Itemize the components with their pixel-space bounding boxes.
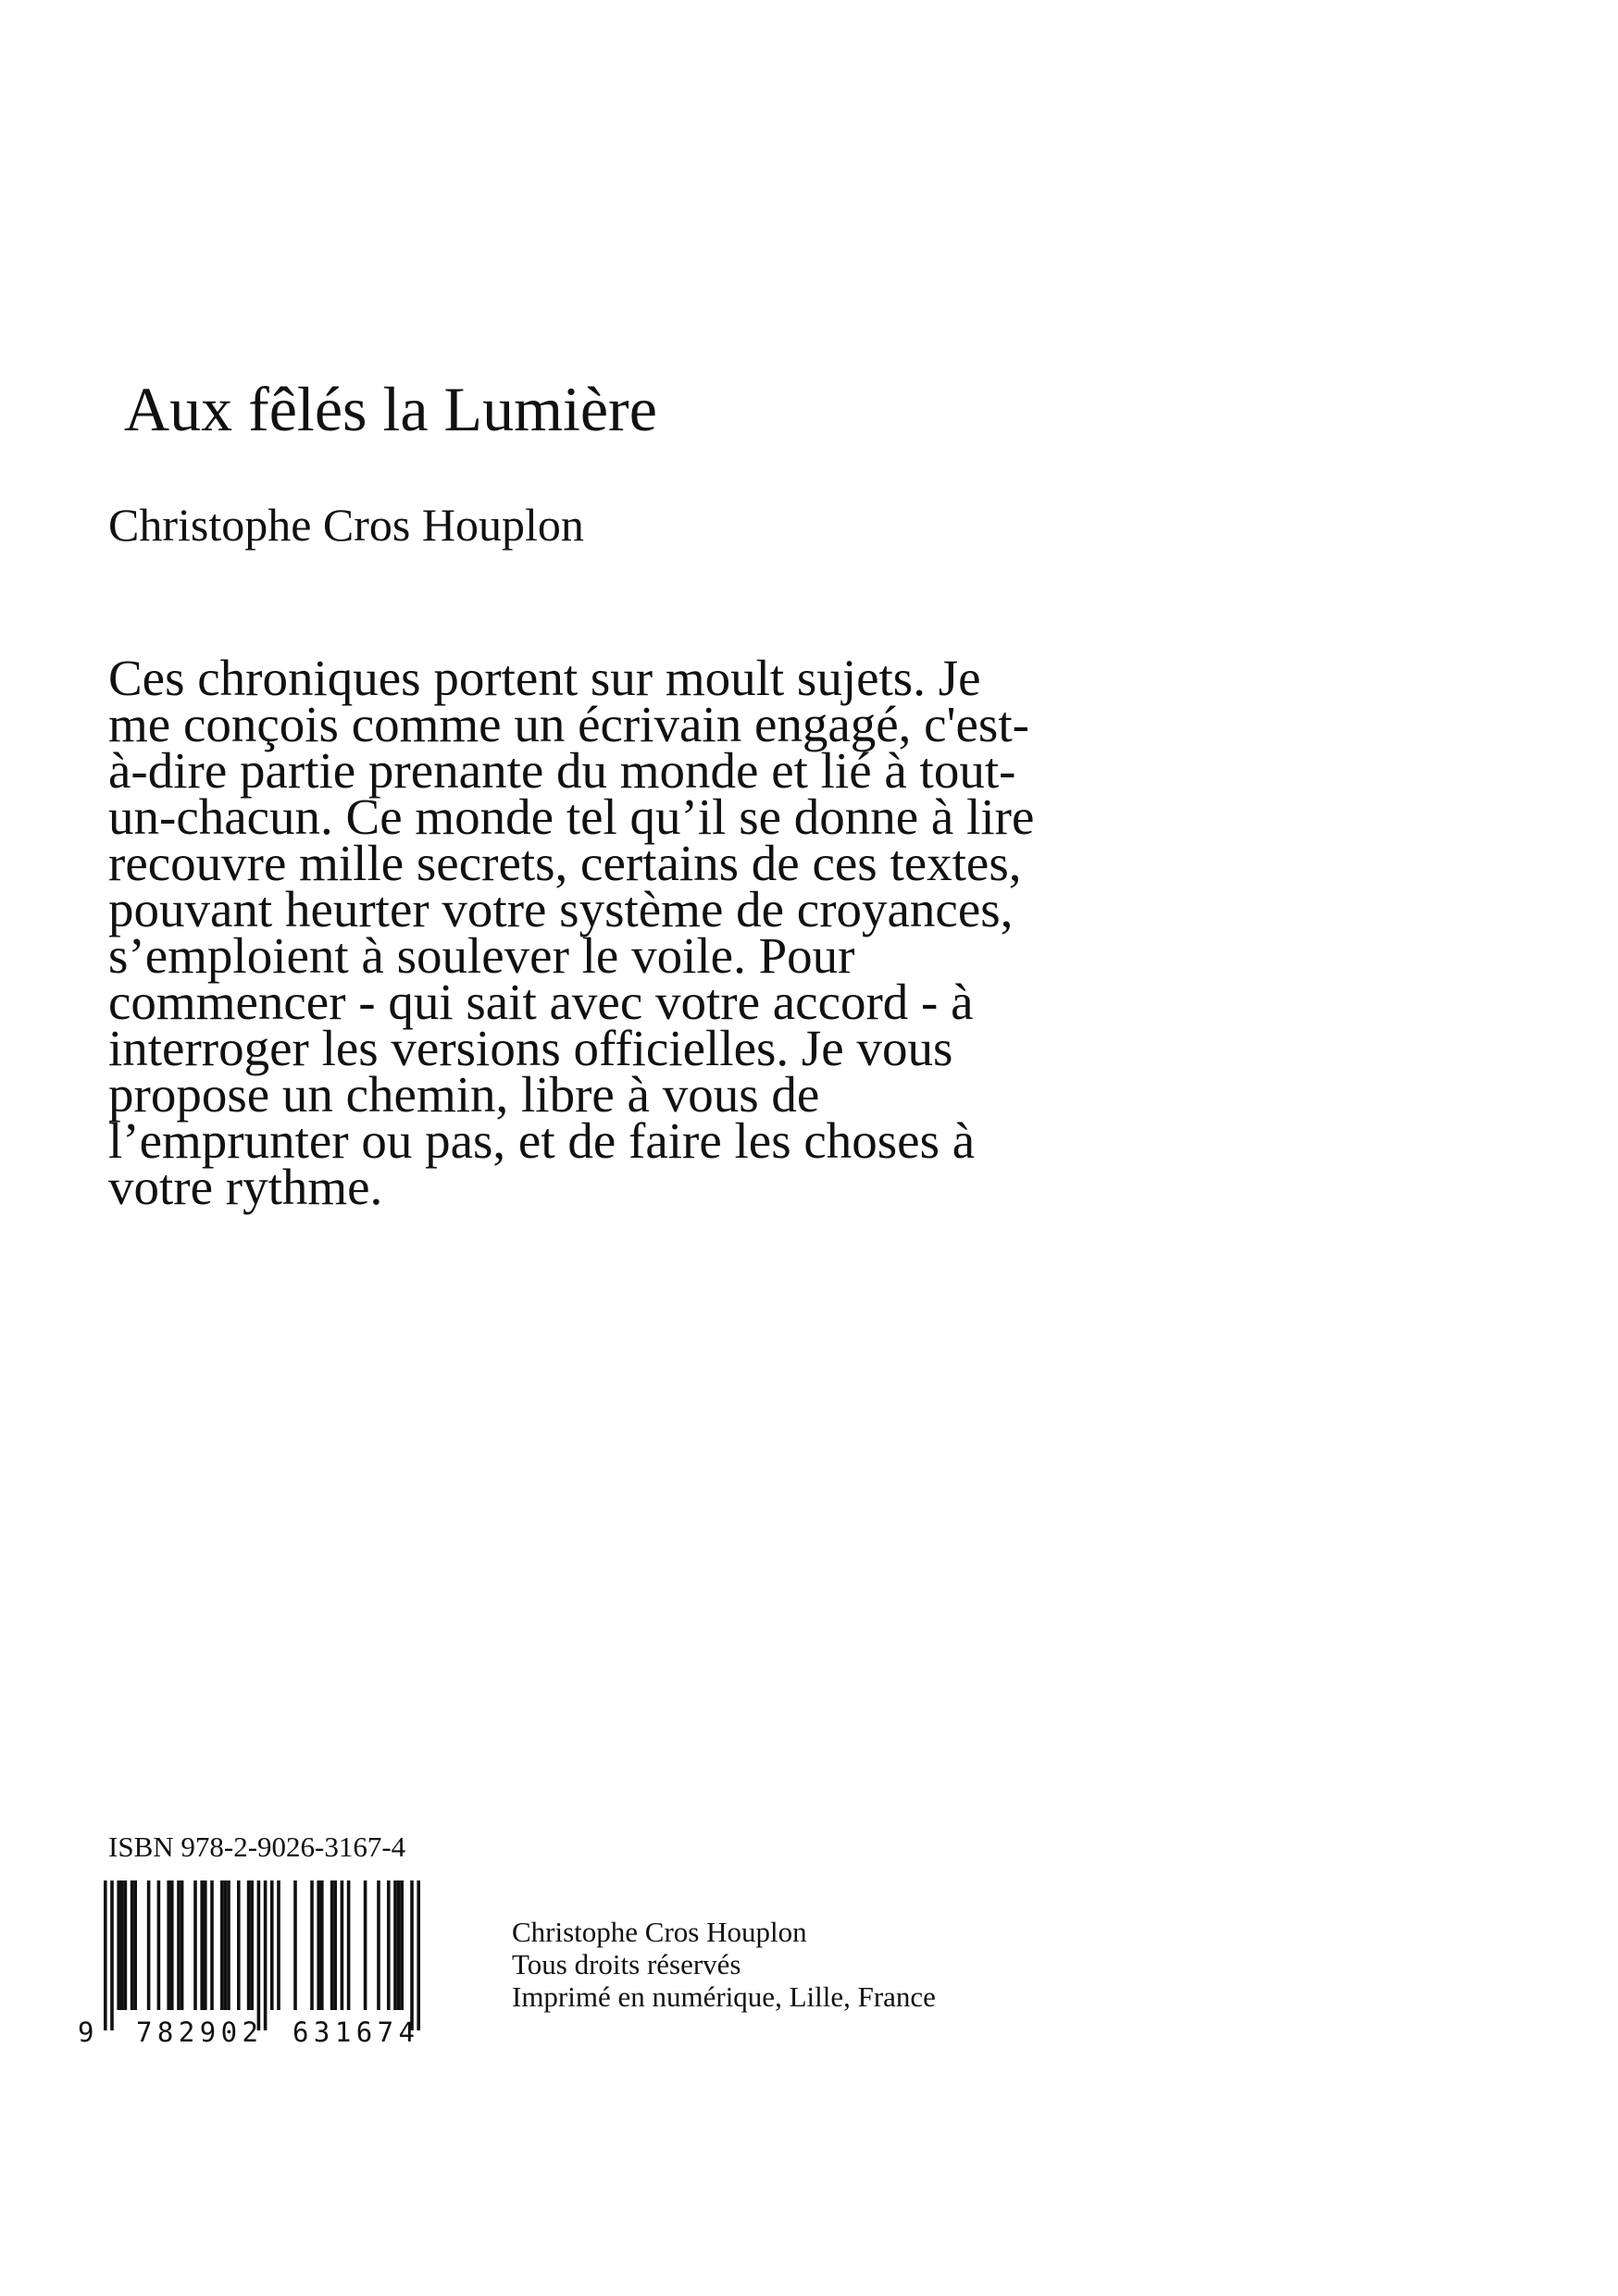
blurb-line: pouvant heurter votre système de croyances, [108,881,1014,937]
barcode-bar [124,1880,128,2010]
barcode-bar [167,1880,170,2010]
barcode-digits-right: 631674 [292,2017,415,2045]
barcode-bar [333,1880,337,2010]
barcode-bar [193,1880,197,2010]
imprint-line: Tous droits réservés [512,1948,741,1980]
isbn-label: ISBN 978-2-9026-3167-4 [108,1831,406,1863]
barcode-bar [277,1880,280,2010]
isbn-barcode [70,1879,459,2045]
barcode-bar [224,1880,228,2010]
barcode-bar [320,1880,324,2010]
blurb-line: à-dire partie prenante du monde et lié à tout- [108,742,1016,799]
barcode-bar [410,1880,414,2030]
blurb-line: Ces chroniques portent sur moult sujets. Je [108,650,981,706]
barcode-bar [177,1880,180,2010]
barcode-bar [264,1880,268,2030]
barcode-bar [330,1880,334,2010]
barcode-bar [120,1880,124,2010]
blurb-line: votre rythme. [108,1159,383,1215]
blurb-line: interroger les versions officielles. Je vous [108,1020,953,1076]
imprint-block [512,1916,936,2013]
barcode-bar [117,1880,120,2010]
barcode-bar [133,1880,137,2010]
barcode-bar [400,1880,404,2010]
barcode-bars [104,1880,420,2030]
barcode-bar [393,1880,397,2010]
blurb-line: un-chacun. Ce monde tel qu’il se donne à lire [108,788,1035,845]
barcode-bar [250,1880,254,2010]
barcode-bar [104,1880,107,2030]
barcode-bar [147,1880,151,2010]
book-author: Christophe Cros Houplon [108,499,584,551]
barcode-bar [310,1880,314,2010]
blurb-line: me conçois comme un écrivain engagé, c'est- [108,696,1029,752]
blurb-line: s’emploient à soulever le voile. Pour [108,927,855,984]
barcode-bar [247,1880,251,2010]
barcode-bar [220,1880,224,2010]
barcode-bar [257,1880,261,2030]
barcode-bar [110,1880,114,2030]
barcode-bar [293,1880,297,2010]
barcode-digit-first: 9 [78,2017,94,2045]
barcode-bar [131,1880,134,2010]
blurb-line: l’emprunter ou pas, et de faire les choses à [108,1112,976,1169]
barcode-bar [341,1880,344,2010]
barcode-bar [210,1880,214,2010]
barcode-bar [227,1880,230,2010]
blurb-line: commencer - qui sait avec votre accord - à [108,974,974,1030]
barcode-bar [270,1880,274,2010]
imprint-line: Christophe Cros Houplon [512,1916,807,1948]
book-title: Aux fêlés la Lumière [124,374,657,444]
back-cover-blurb [108,650,1238,1215]
barcode-bar [170,1880,174,2010]
barcode-digits-left: 782902 [136,2017,258,2045]
barcode-bar [200,1880,204,2010]
barcode-bar [237,1880,241,2010]
barcode-bar [347,1880,351,2010]
imprint-line: Imprimé en numérique, Lille, France [512,1980,936,2013]
barcode-bar [377,1880,380,2010]
barcode-bar [204,1880,207,2010]
blurb-line: recouvre mille secrets, certains de ces textes, [108,835,1022,891]
barcode-bar [317,1880,320,2010]
barcode-bar [364,1880,367,2010]
barcode-bar [180,1880,184,2010]
barcode-bar [417,1880,420,2030]
blurb-line: propose un chemin, libre à vous de [108,1066,820,1123]
barcode-bar [387,1880,391,2010]
barcode-bar [157,1880,161,2010]
barcode-bar [397,1880,401,2010]
